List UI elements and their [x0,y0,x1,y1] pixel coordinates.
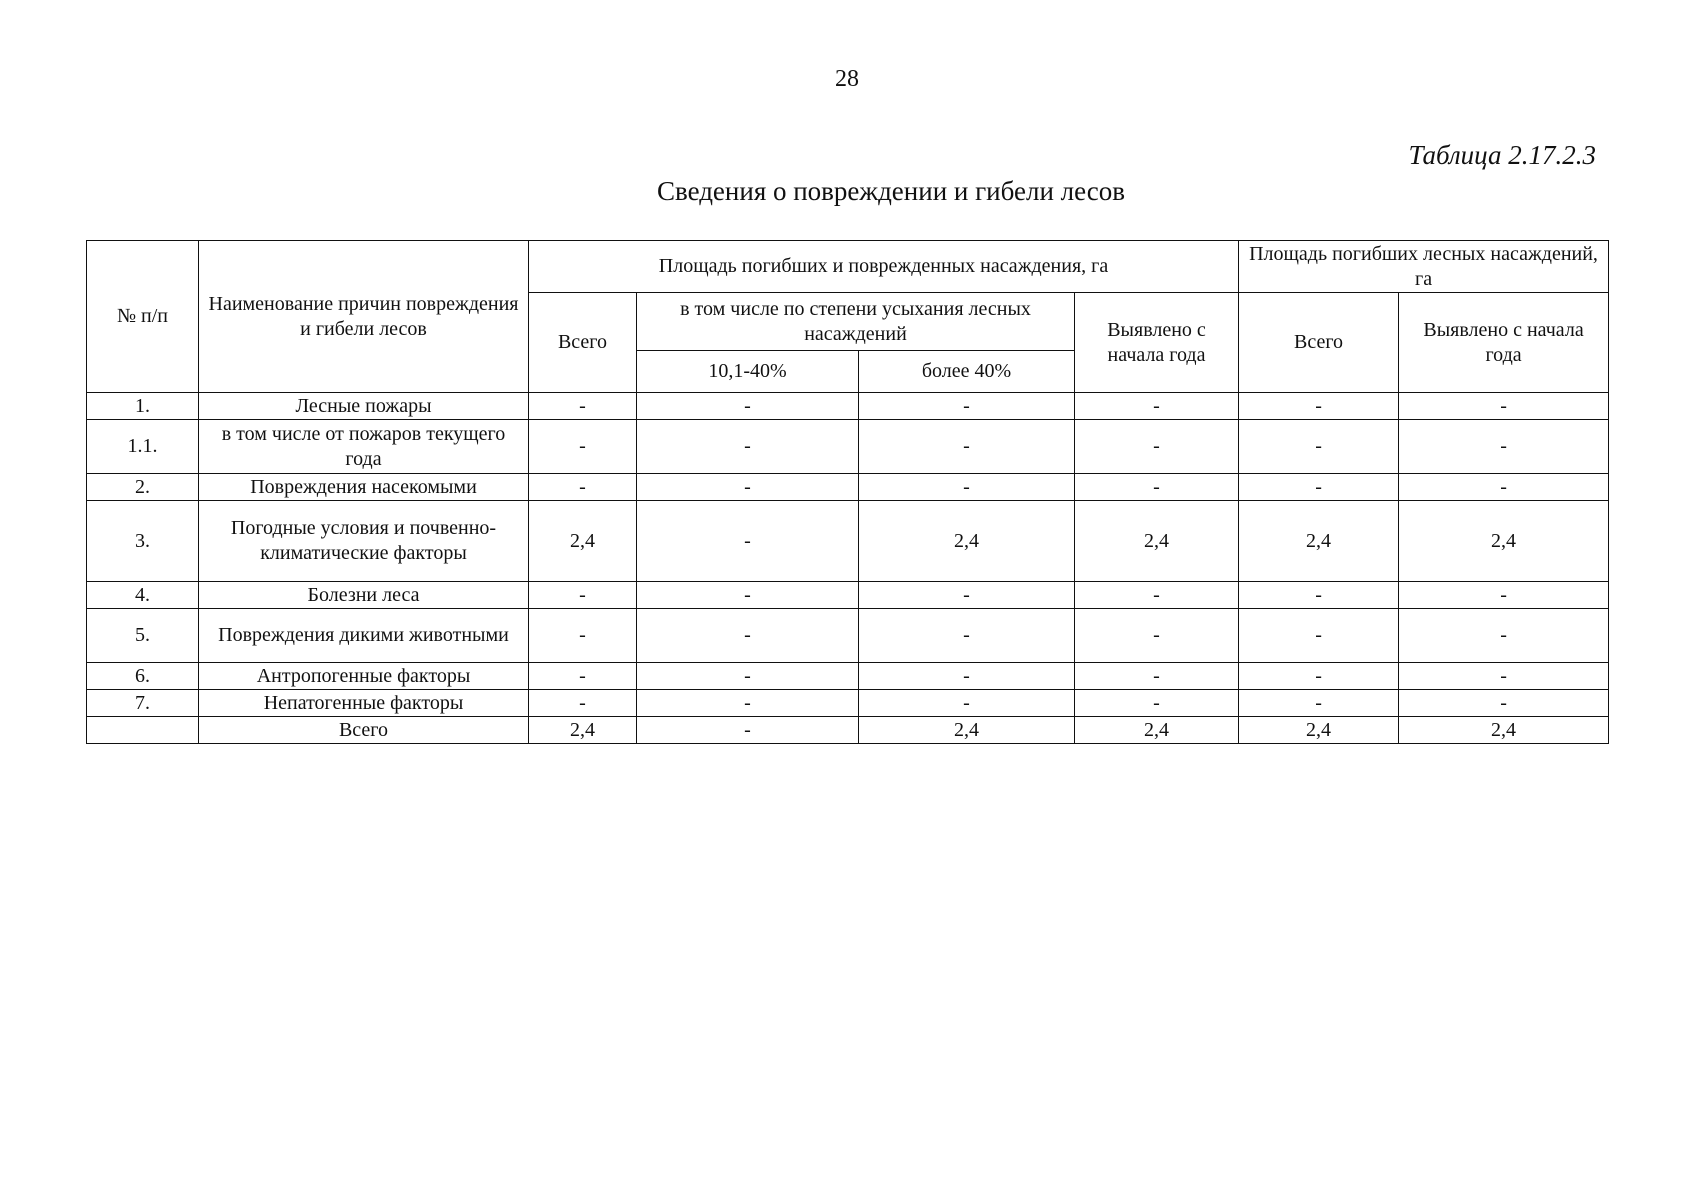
cell-detected: - [1075,393,1239,420]
row-num: 7. [87,690,199,717]
cell-degree-2: - [859,609,1075,663]
row-cause-name: Непатогенные факторы [199,690,529,717]
cell-total: 2,4 [529,717,637,744]
table-row [87,663,1609,690]
page-number: 28 [835,66,859,92]
row-cause-name: Погодные условия и почвенно-климатические факторы [199,501,529,582]
cell-detected: - [1075,663,1239,690]
table-row [87,609,1609,663]
cell-dead-total: - [1239,690,1399,717]
header-total: Всего [529,293,637,393]
table-row [87,393,1609,420]
row-cause-name: Болезни леса [199,582,529,609]
header-degree-1: 10,1-40% [637,351,859,393]
table-row [87,474,1609,501]
row-num: 3. [87,501,199,582]
cell-dead-detected: - [1399,474,1609,501]
cell-dead-total: - [1239,663,1399,690]
cell-detected: - [1075,690,1239,717]
cell-detected: 2,4 [1075,501,1239,582]
table-row [87,690,1609,717]
cell-degree-1: - [637,501,859,582]
forest-damage-table [86,240,1609,744]
header-by-degree: в том числе по степени усыхания лесных насаждений [637,293,1075,351]
cell-dead-total: 2,4 [1239,717,1399,744]
cell-degree-2: - [859,690,1075,717]
cell-degree-1: - [637,609,859,663]
cell-dead-total: - [1239,393,1399,420]
cell-dead-detected: - [1399,690,1609,717]
table-row [87,501,1609,582]
row-num: 1.1. [87,420,199,474]
cell-dead-detected: 2,4 [1399,501,1609,582]
cell-degree-2: - [859,663,1075,690]
table-row [87,420,1609,474]
row-cause-name: Повреждения насекомыми [199,474,529,501]
cell-degree-1: - [637,663,859,690]
cell-total: - [529,420,637,474]
header-row-1 [87,241,1609,293]
header-dead-total: Всего [1239,293,1399,393]
cell-degree-1: - [637,582,859,609]
header-num: № п/п [87,241,199,393]
cell-degree-1: - [637,690,859,717]
cell-degree-2: - [859,420,1075,474]
cell-dead-total: 2,4 [1239,501,1399,582]
header-group-dead: Площадь погибших лесных насаждений, га [1239,241,1609,293]
cell-detected: 2,4 [1075,717,1239,744]
cell-total: - [529,609,637,663]
cell-total: - [529,690,637,717]
cell-detected: - [1075,582,1239,609]
cell-degree-2: 2,4 [859,717,1075,744]
cell-degree-1: - [637,393,859,420]
cell-degree-2: - [859,474,1075,501]
row-num: 2. [87,474,199,501]
cell-degree-1: - [637,420,859,474]
cell-dead-total: - [1239,420,1399,474]
cell-dead-total: - [1239,474,1399,501]
header-cause-name: Наименование причин повреждения и гибели лесов [199,241,529,393]
cell-dead-total: - [1239,609,1399,663]
cell-degree-1: - [637,717,859,744]
cell-dead-detected: - [1399,420,1609,474]
row-num: 5. [87,609,199,663]
row-num: 4. [87,582,199,609]
cell-total: - [529,393,637,420]
cell-dead-detected: - [1399,663,1609,690]
document-title: Сведения о повреждении и гибели лесов [656,176,1126,206]
header-group-damaged: Площадь погибших и поврежденных насаждения, га [529,241,1239,293]
cell-detected: - [1075,609,1239,663]
table-row [87,582,1609,609]
cell-detected: - [1075,474,1239,501]
header-detected-since-start: Выявлено с начала года [1075,293,1239,393]
cell-total: - [529,582,637,609]
row-cause-name: Всего [199,717,529,744]
cell-degree-1: - [637,474,859,501]
table-total-row [87,717,1609,744]
row-cause-name: Повреждения дикими животными [199,609,529,663]
cell-dead-detected: - [1399,582,1609,609]
cell-dead-total: - [1239,582,1399,609]
cell-degree-2: - [859,582,1075,609]
header-dead-detected: Выявлено с начала года [1399,293,1609,393]
row-num: 1. [87,393,199,420]
cell-dead-detected: - [1399,393,1609,420]
cell-degree-2: - [859,393,1075,420]
row-cause-name: в том числе от пожаров текущего года [199,420,529,474]
cell-degree-2: 2,4 [859,501,1075,582]
cell-dead-detected: - [1399,609,1609,663]
cell-total: 2,4 [529,501,637,582]
cell-total: - [529,663,637,690]
cell-total: - [529,474,637,501]
header-degree-2: более 40% [859,351,1075,393]
row-num: 6. [87,663,199,690]
row-cause-name: Антропогенные факторы [199,663,529,690]
cell-detected: - [1075,420,1239,474]
table-label: Таблица 2.17.2.3 [1408,140,1596,170]
cell-dead-detected: 2,4 [1399,717,1609,744]
row-num [87,717,199,744]
row-cause-name: Лесные пожары [199,393,529,420]
